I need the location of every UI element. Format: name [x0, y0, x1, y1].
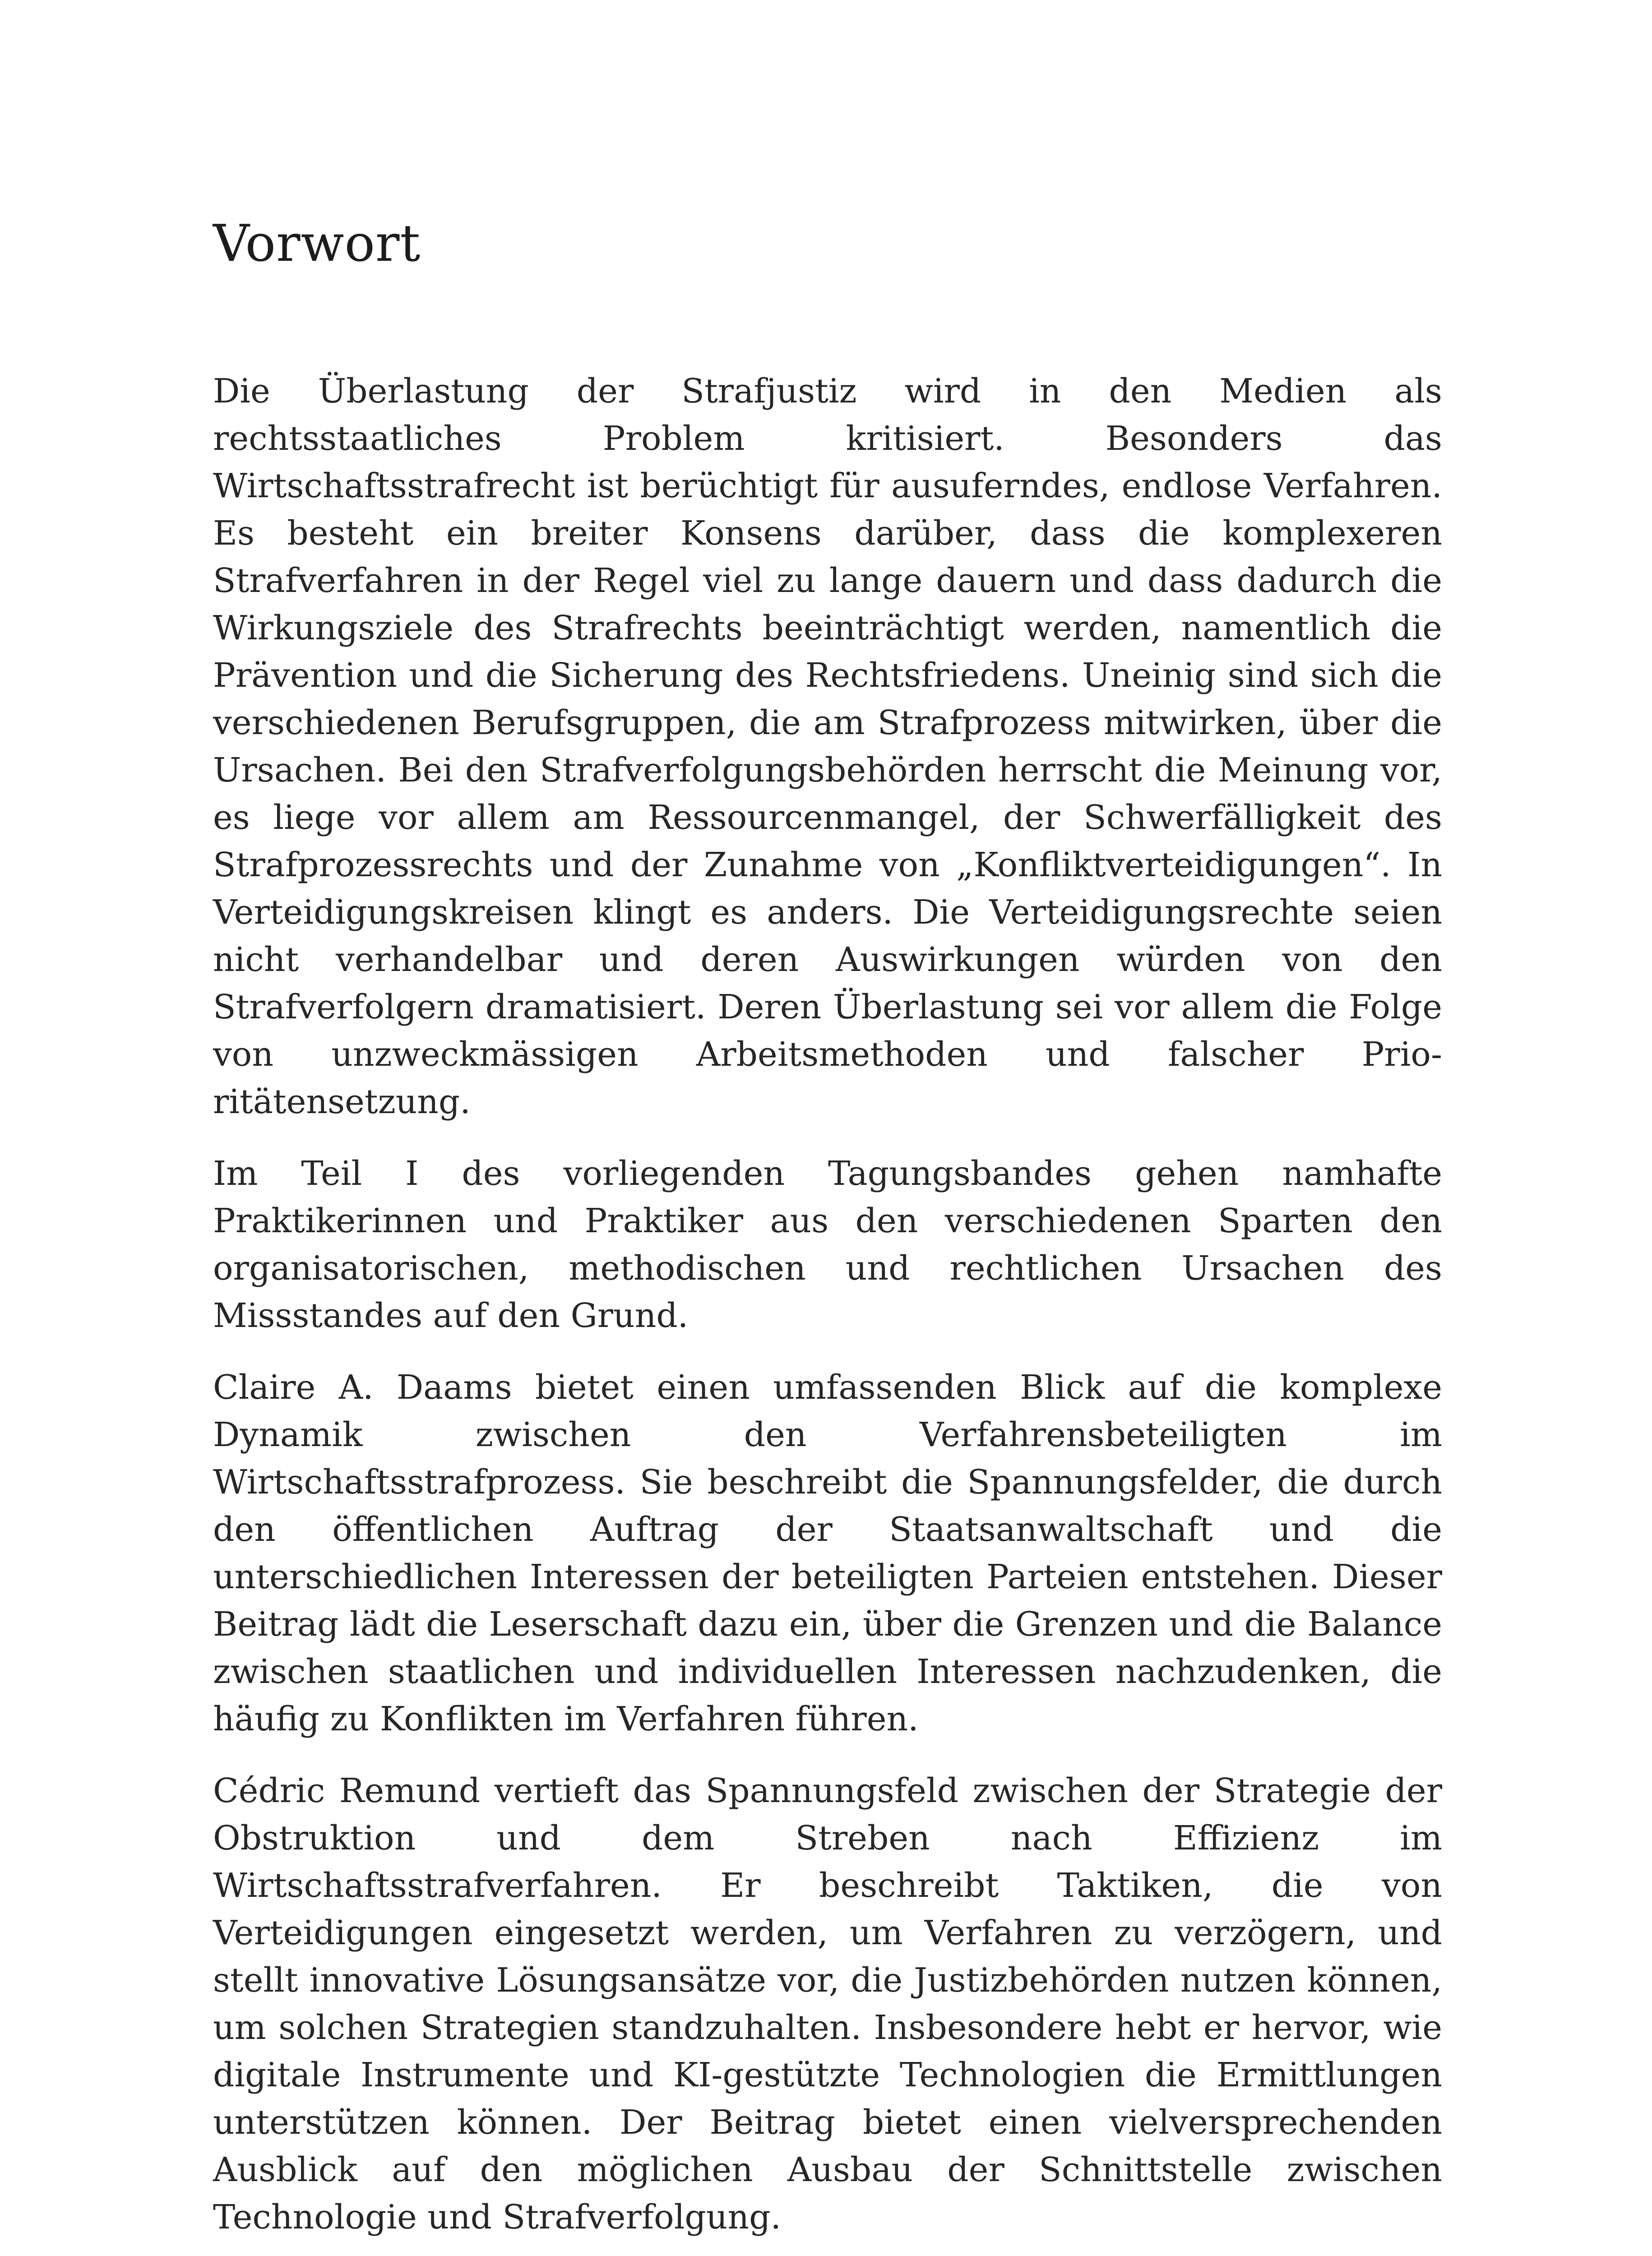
page-title: Vorwort [213, 214, 421, 273]
paragraph-intro: Die Überlastung der Strafjustiz wird in den Medien als rechtsstaatliches Problem kritisiert. Besonders das Wirtschaftsstrafrecht ist berüchtigt für ausuferndes, endlose Verfahren. Es besteht ein breiter Konsens darüber, dass die komplexeren Strafverfahren in der Regel viel zu lange dauern und dass dadurch die Wirkungsziele des Strafrechts beeinträchtigt werden, namentlich die Prävention und die Sicherung des Rechtsfriedens. Uneinig sind sich die verschiedenen Berufsgruppen, die am Strafprozess mitwirken, über die Ursachen. Bei den Strafverfolgungsbehörden herrscht die Meinung vor, es liege vor allem am Ressourcenmangel, der Schwerfälligkeit des Strafprozessrechts und der Zunahme von „Konfliktverteidigungen“. In Verteidigungskreisen klingt es anders. Die Verteidigungsrechte seien nicht verhandelbar und deren Auswirkungen würden von den Strafverfolgern dramatisiert. Deren Überlastung sei vor allem die Folge von unzweckmässigen Arbeitsmethoden und falscher Prioritätensetzung. [213, 372, 1442, 1121]
body-text [213, 368, 1442, 2256]
paragraph-remund: Cédric Remund vertieft das Spannungsfeld zwischen der Strategie der Obstruktion und dem Streben nach Effizienz im Wirtschaftsstrafverfahren. Er beschreibt Taktiken, die von Verteidigungen eingesetzt werden, um Verfahren zu verzögern, und stellt innovative Lösungsansätze vor, die Justizbehörden nutzen können, um solchen Strategien standzuhalten. Insbesondere hebt er hervor, wie digitale Instrumente und KI-gestützte Technologien die Ermittlungen unterstützen können. Der Beitrag bietet einen vielversprechenden Ausblick auf den möglichen Ausbau der Schnittstelle zwischen Technologie und Strafverfolgung. [213, 1771, 1442, 2237]
paragraph-part-one: Im Teil I des vorliegenden Tagungsbandes gehen namhafte Praktikerinnen und Praktiker aus den verschiedenen Sparten den organisatorischen, methodischen und rechtlichen Ursachen des Missstandes auf den Grund. [213, 1154, 1442, 1335]
paragraph-daams: Claire A. Daams bietet einen umfassenden Blick auf die komplexe Dynamik zwischen den Verfahrensbeteiligten im Wirtschaftsstrafprozess. Sie beschreibt die Spannungsfelder, die durch den öffentlichen Auftrag der Staatsanwaltschaft und die unterschiedlichen Interessen der beteiligten Parteien entstehen. Dieser Beitrag lädt die Leserschaft dazu ein, über die Grenzen und die Balance zwischen staatlichen und individuellen Interessen nachzudenken, die häufig zu Konflikten im Verfahren führen. [213, 1368, 1442, 1738]
